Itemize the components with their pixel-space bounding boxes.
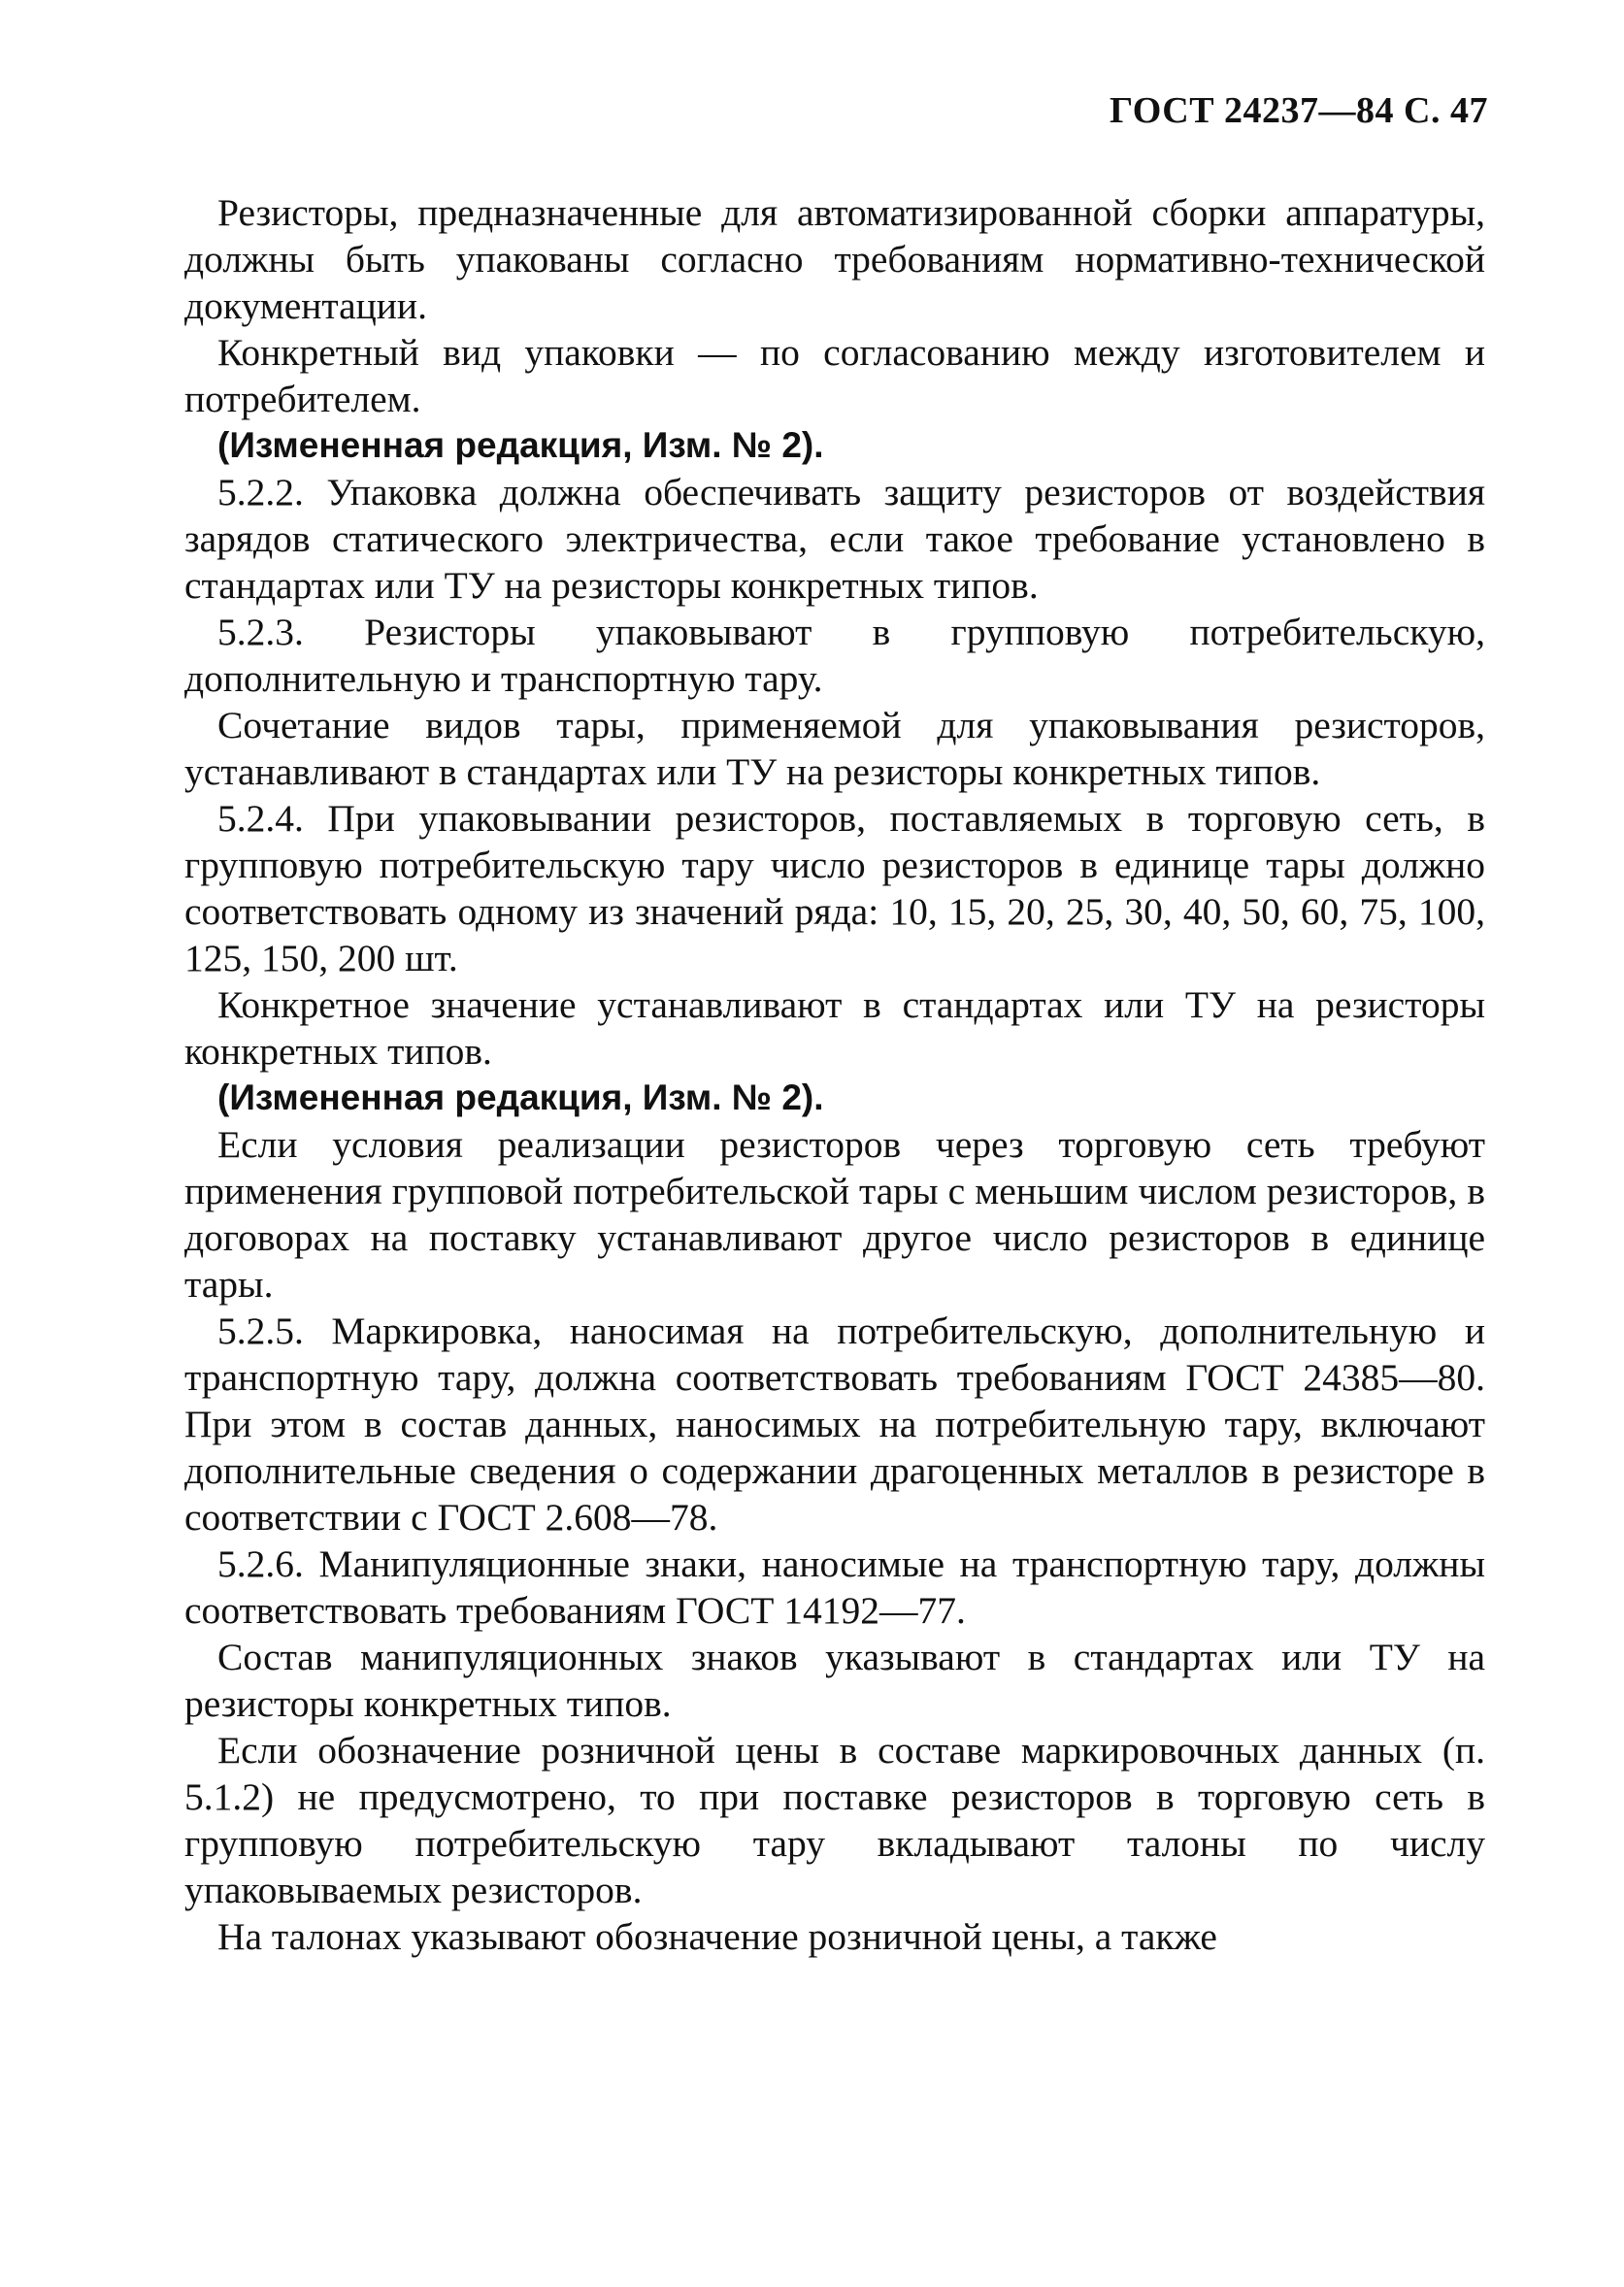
paragraph: Если обозначение розничной цены в составе маркировочных данных (п. 5.1.2) не предусмотрено, то при поставке резисторов в торговую сеть в групповую потребительскую тару вкладывают талоны по числу упаковываемых резисторов. bbox=[184, 1729, 1485, 1911]
paragraph-5-2-2: 5.2.2. Упаковка должна обеспечивать защиту резисторов от воздействия зарядов статического электричества, если такое требование установлено в стандартах или ТУ на резисторы конкретных типов. bbox=[184, 471, 1485, 607]
paragraph: Конкретное значение устанавливают в стандартах или ТУ на резисторы конкретных типов. bbox=[184, 983, 1485, 1073]
paragraph: Резисторы, предназначенные для автоматизированной сборки аппаратуры, должны быть упакованы согласно требованиям нормативно-технической документации. bbox=[184, 191, 1485, 327]
paragraph: Состав манипуляционных знаков указывают в стандартах или ТУ на резисторы конкретных типов. bbox=[184, 1636, 1485, 1725]
paragraph: На талонах указывают обозначение розничной цены, а также bbox=[217, 1915, 1217, 1958]
paragraph: Конкретный вид упаковки — по согласованию между изготовителем и потребителем. bbox=[184, 331, 1485, 420]
paragraph-5-2-6: 5.2.6. Манипуляционные знаки, наносимые на транспортную тару, должны соответствовать требованиям ГОСТ 14192—77. bbox=[184, 1542, 1485, 1632]
paragraph-5-2-4: 5.2.4. При упаковывании резисторов, поставляемых в торговую сеть, в групповую потребительскую тару число резисторов в единице тары должно соответствовать одному из значений ряда: 10, 15, 20, 25, 30, 40, 50, 60, 75, 100, 125, 150, 200 шт. bbox=[184, 797, 1485, 979]
paragraph: Если условия реализации резисторов через торговую сеть требуют применения групповой потребительской тары с меньшим числом резисторов, в договорах на поставку устанавливают другое число резисторов в единице тары. bbox=[184, 1123, 1485, 1306]
page-header: ГОСТ 24237—84 С. 47 bbox=[1110, 90, 1488, 131]
amendment-note: (Измененная редакция, Изм. № 2). bbox=[217, 1077, 824, 1117]
paragraph-5-2-5: 5.2.5. Маркировка, наносимая на потребительскую, дополнительную и транспортную тару, должна соответствовать требованиям ГОСТ 24385—80. При этом в состав данных, наносимых на потребительную тару, включают дополнительные сведения о содержании драгоценных металлов в резисторе в соответствии с ГОСТ 2.608—78. bbox=[184, 1309, 1485, 1539]
paragraph: Сочетание видов тары, применяемой для упаковывания резисторов, устанавливают в стандартах или ТУ на резисторы конкретных типов. bbox=[184, 704, 1485, 793]
document-body bbox=[184, 189, 1485, 1960]
amendment-note: (Измененная редакция, Изм. № 2). bbox=[217, 425, 824, 465]
paragraph-5-2-3: 5.2.3. Резисторы упаковывают в групповую потребительскую, дополнительную и транспортную тару. bbox=[184, 611, 1485, 700]
